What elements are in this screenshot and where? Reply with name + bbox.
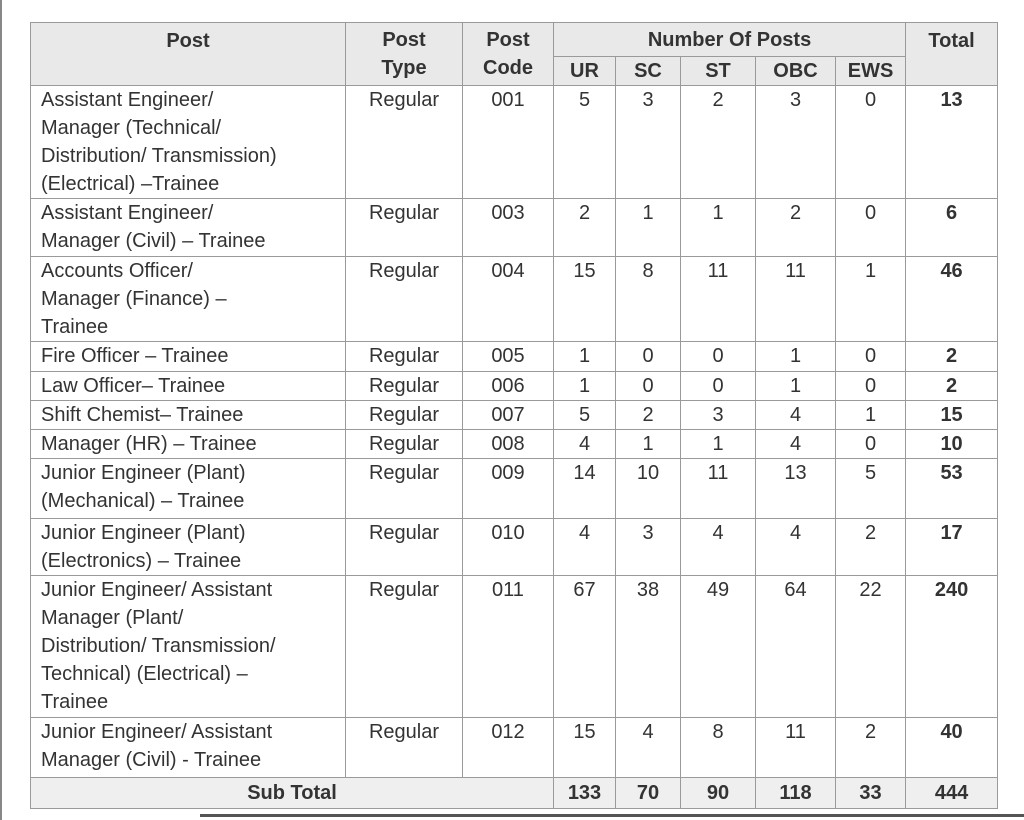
cell-obc: 11 [756,718,836,778]
cell-ews: 0 [836,430,906,459]
cell-st: 1 [681,199,756,257]
cell-obc: 4 [756,519,836,576]
cell-st: 11 [681,459,756,519]
post-name: Law Officer– Trainee [31,372,346,401]
cell-code: 012 [463,718,554,778]
post-name: Accounts Officer/ Manager (Finance) – Trainee [31,257,346,342]
cell-ur: 67 [554,576,616,718]
table-row [31,257,998,342]
cell-obc: 1 [756,342,836,372]
cell-ur: 5 [554,86,616,199]
cell-obc: 4 [756,430,836,459]
cell-obc: 13 [756,459,836,519]
cell-ur: 4 [554,430,616,459]
cell-ur: 14 [554,459,616,519]
subtotal-obc: 118 [756,778,836,809]
cell-st: 2 [681,86,756,199]
cell-type: Regular [346,257,463,342]
cell-sc: 2 [616,401,681,430]
cell-type: Regular [346,718,463,778]
cell-code: 008 [463,430,554,459]
cell-type: Regular [346,430,463,459]
cell-total: 10 [906,430,998,459]
cell-sc: 38 [616,576,681,718]
cell-sc: 3 [616,86,681,199]
cell-type: Regular [346,459,463,519]
header-obc: OBC [756,57,836,86]
cell-type: Regular [346,576,463,718]
cell-code: 005 [463,342,554,372]
cell-sc: 3 [616,519,681,576]
page-edge-left [0,0,2,820]
cell-obc: 11 [756,257,836,342]
table-row [31,199,998,257]
cell-ews: 22 [836,576,906,718]
table-row [31,718,998,778]
cell-obc: 64 [756,576,836,718]
table-row [31,576,998,718]
posts-table [30,22,998,809]
table-row [31,86,998,199]
cell-st: 3 [681,401,756,430]
cell-type: Regular [346,342,463,372]
cell-ur: 1 [554,342,616,372]
cell-sc: 0 [616,372,681,401]
cell-ews: 0 [836,342,906,372]
table-row [31,372,998,401]
cell-sc: 0 [616,342,681,372]
cell-st: 0 [681,372,756,401]
header-ews: EWS [836,57,906,86]
header-total: Total [906,23,998,86]
post-name: Fire Officer – Trainee [31,342,346,372]
cell-total: 240 [906,576,998,718]
header-post: Post [31,23,346,86]
cell-code: 010 [463,519,554,576]
post-name: Manager (HR) – Trainee [31,430,346,459]
cell-code: 007 [463,401,554,430]
cell-type: Regular [346,372,463,401]
cell-total: 13 [906,86,998,199]
cell-obc: 3 [756,86,836,199]
cell-st: 1 [681,430,756,459]
cell-ur: 2 [554,199,616,257]
post-name: Junior Engineer/ Assistant Manager (Civil) - Trainee [31,718,346,778]
cell-code: 001 [463,86,554,199]
cell-type: Regular [346,86,463,199]
cell-sc: 4 [616,718,681,778]
cell-total: 15 [906,401,998,430]
table-row [31,430,998,459]
cell-code: 009 [463,459,554,519]
header-post-code: Post Code [463,23,554,86]
cell-total: 17 [906,519,998,576]
header-post-type: Post Type [346,23,463,86]
cell-ews: 0 [836,86,906,199]
cell-type: Regular [346,401,463,430]
cell-sc: 1 [616,199,681,257]
subtotal-sc: 70 [616,778,681,809]
cell-ews: 0 [836,199,906,257]
header-ur: UR [554,57,616,86]
table-row [31,459,998,519]
header-sc: SC [616,57,681,86]
page-edge-bottom [200,814,1024,817]
cell-total: 40 [906,718,998,778]
post-name: Junior Engineer (Plant) (Mechanical) – Trainee [31,459,346,519]
cell-code: 004 [463,257,554,342]
table-row [31,342,998,372]
post-name: Junior Engineer/ Assistant Manager (Plant/ Distribution/ Transmission/ Technical) (Electrical) – Trainee [31,576,346,718]
subtotal-label: Sub Total [31,778,554,809]
cell-ews: 5 [836,459,906,519]
cell-obc: 2 [756,199,836,257]
cell-total: 46 [906,257,998,342]
cell-total: 53 [906,459,998,519]
subtotal-ews: 33 [836,778,906,809]
subtotal-st: 90 [681,778,756,809]
cell-ews: 1 [836,401,906,430]
cell-total: 2 [906,342,998,372]
header-st: ST [681,57,756,86]
cell-ur: 5 [554,401,616,430]
cell-st: 4 [681,519,756,576]
cell-ews: 0 [836,372,906,401]
cell-st: 49 [681,576,756,718]
table-row [31,519,998,576]
cell-ur: 15 [554,257,616,342]
post-name: Junior Engineer (Plant) (Electronics) – Trainee [31,519,346,576]
post-name: Assistant Engineer/ Manager (Civil) – Trainee [31,199,346,257]
cell-ews: 1 [836,257,906,342]
cell-st: 11 [681,257,756,342]
cell-sc: 10 [616,459,681,519]
subtotal-ur: 133 [554,778,616,809]
post-name: Shift Chemist– Trainee [31,401,346,430]
cell-sc: 1 [616,430,681,459]
cell-ur: 1 [554,372,616,401]
cell-st: 0 [681,342,756,372]
cell-code: 006 [463,372,554,401]
cell-total: 6 [906,199,998,257]
cell-type: Regular [346,519,463,576]
cell-code: 003 [463,199,554,257]
cell-obc: 4 [756,401,836,430]
subtotal-total: 444 [906,778,998,809]
cell-ur: 15 [554,718,616,778]
post-name: Assistant Engineer/ Manager (Technical/ Distribution/ Transmission) (Electrical) –Trainee [31,86,346,199]
cell-ews: 2 [836,519,906,576]
header-number-of-posts: Number Of Posts [554,23,906,57]
subtotal-row [31,778,998,809]
cell-code: 011 [463,576,554,718]
cell-obc: 1 [756,372,836,401]
cell-type: Regular [346,199,463,257]
cell-ews: 2 [836,718,906,778]
cell-st: 8 [681,718,756,778]
cell-ur: 4 [554,519,616,576]
cell-total: 2 [906,372,998,401]
table-row [31,401,998,430]
cell-sc: 8 [616,257,681,342]
